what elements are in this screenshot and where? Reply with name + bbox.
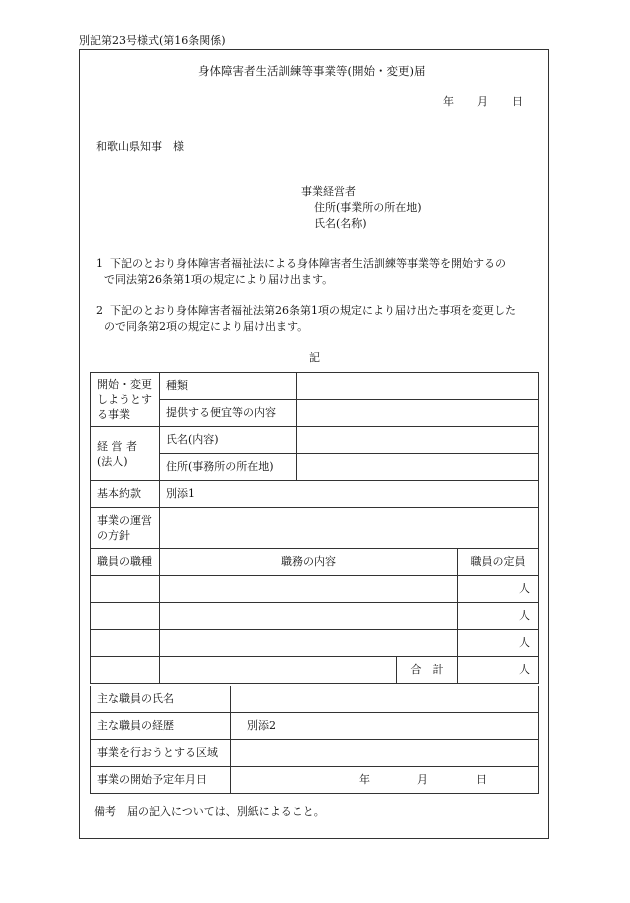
- service-content-label: 提供する便宜等の内容: [160, 400, 297, 427]
- addressee: 和歌山県知事 様: [96, 140, 184, 153]
- statement-1-line1: 下記のとおり身体障害者福祉法による身体障害者生活訓練等事業等を開始するの: [110, 257, 506, 270]
- applicant-label: 事業経営者: [301, 185, 356, 198]
- operator-name-value[interactable]: [297, 427, 539, 454]
- ki-heading: 記: [309, 351, 320, 364]
- table-row: [91, 576, 539, 603]
- start-date-label: 事業の開始予定年月日: [91, 767, 231, 794]
- duty-content-cell[interactable]: [160, 630, 458, 657]
- statement-2-num: 2: [96, 304, 103, 317]
- date-year: 年: [443, 95, 454, 108]
- remarks: 備考 届の記入については、別紙によること。: [94, 805, 325, 818]
- table-row: [91, 508, 539, 549]
- service-content-value[interactable]: [297, 400, 539, 427]
- staff-type-cell[interactable]: [91, 657, 160, 684]
- area-value[interactable]: [231, 740, 539, 767]
- table-row: [91, 657, 539, 684]
- start-date-value[interactable]: [231, 767, 539, 794]
- main-staff-names-value[interactable]: [231, 686, 539, 713]
- date-month: 月: [477, 95, 488, 108]
- details-table: [90, 372, 539, 684]
- total-label: 合 計: [397, 657, 458, 684]
- form-label: 別記第23号様式(第16条関係): [79, 34, 226, 47]
- duty-content-cell[interactable]: [160, 603, 458, 630]
- duty-content-cell[interactable]: [160, 657, 397, 684]
- table-row: [91, 630, 539, 657]
- start-date-day: 日: [476, 773, 487, 786]
- statement-1: [96, 256, 542, 288]
- summary-table: [90, 686, 539, 794]
- policy-label: 事業の運営の方針: [91, 508, 160, 549]
- table-row: [91, 481, 539, 508]
- articles-value: 別添1: [160, 481, 539, 508]
- table-row: [91, 740, 539, 767]
- main-staff-names-label: 主な職員の氏名: [91, 686, 231, 713]
- operator-address-label: 住所(事務所の所在地): [160, 454, 297, 481]
- table-row: [91, 373, 539, 400]
- operator-name-label: 氏名(内容): [160, 427, 297, 454]
- type-label: 種類: [160, 373, 297, 400]
- main-staff-career-value: 別添2: [231, 713, 539, 740]
- table-row: [91, 767, 539, 794]
- quota-unit: 人: [458, 657, 539, 684]
- articles-label: 基本約款: [91, 481, 160, 508]
- table-row: [91, 603, 539, 630]
- operator-label: 経 営 者 (法人): [91, 427, 160, 481]
- form-title: 身体障害者生活訓練等事業等(開始・変更)届: [198, 64, 426, 78]
- statement-2-line2: ので同条第2項の規定により届け出ます。: [104, 320, 309, 333]
- statement-2: [96, 303, 542, 335]
- applicant-address: 住所(事業所の所在地): [314, 201, 422, 214]
- duty-content-cell[interactable]: [160, 576, 458, 603]
- quota-unit: 人: [458, 630, 539, 657]
- start-date-month: 月: [417, 773, 428, 786]
- staff-type-cell[interactable]: [91, 630, 160, 657]
- duty-content-header: 職務の内容: [160, 549, 458, 576]
- quota-unit: 人: [458, 576, 539, 603]
- statement-1-num: 1: [96, 257, 103, 270]
- quota-unit: 人: [458, 603, 539, 630]
- area-label: 事業を行おうとする区域: [91, 740, 231, 767]
- staff-quota-header: 職員の定員: [458, 549, 539, 576]
- type-value[interactable]: [297, 373, 539, 400]
- statement-2-line1: 下記のとおり身体障害者福祉法第26条第1項の規定により届け出た事項を変更した: [110, 304, 516, 317]
- date-day: 日: [512, 95, 523, 108]
- policy-value[interactable]: [160, 508, 539, 549]
- table-row: [91, 427, 539, 454]
- statement-1-line2: で同法第26条第1項の規定により届け出ます。: [104, 273, 334, 286]
- applicant-name: 氏名(名称): [314, 217, 367, 230]
- staff-type-cell[interactable]: [91, 603, 160, 630]
- main-staff-career-label: 主な職員の経歴: [91, 713, 231, 740]
- start-date-year: 年: [359, 773, 370, 786]
- staff-type-header: 職員の職種: [91, 549, 160, 576]
- start-change-business-label: 開始・変更しようとする事業: [91, 373, 160, 427]
- table-row: [91, 686, 539, 713]
- table-row: [91, 549, 539, 576]
- table-row: [91, 713, 539, 740]
- staff-type-cell[interactable]: [91, 576, 160, 603]
- operator-address-value[interactable]: [297, 454, 539, 481]
